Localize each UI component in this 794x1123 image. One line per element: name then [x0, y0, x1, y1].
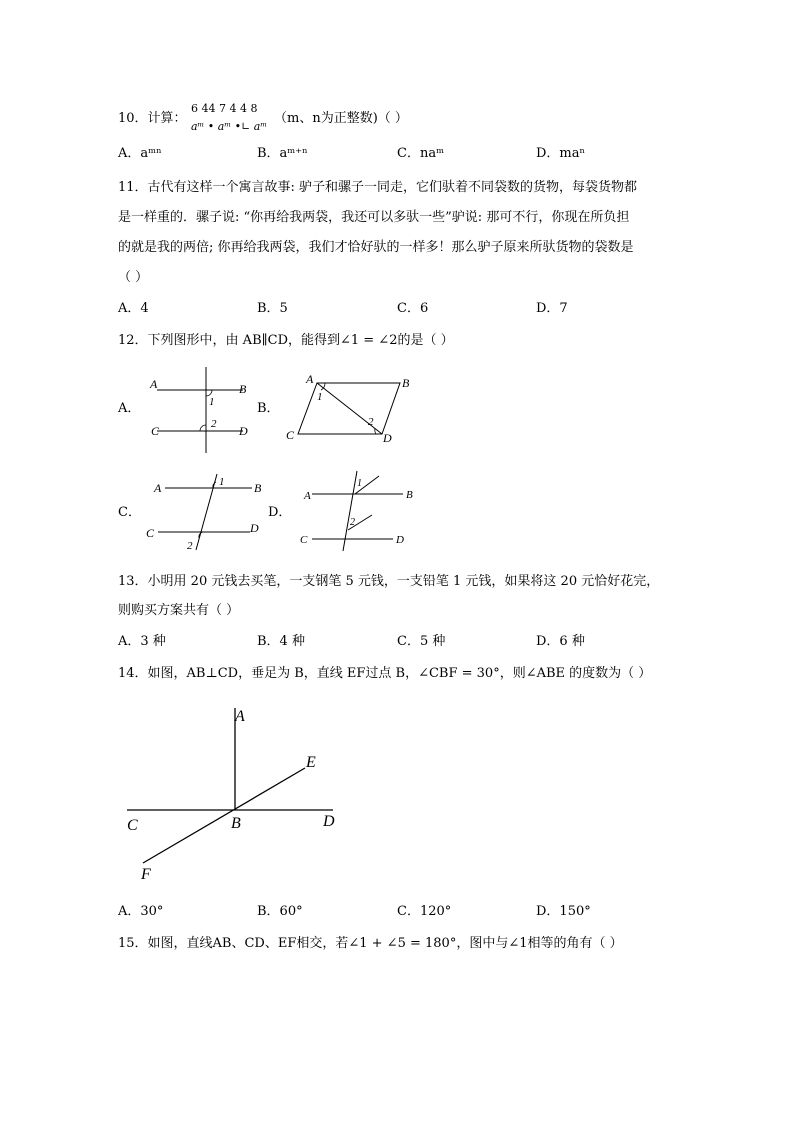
q10-numerator: 6 44 7 4 4 8 [191, 102, 258, 115]
q12-figure-a [145, 365, 260, 455]
q12b-angle-2: 2 [368, 416, 374, 428]
q12a-label-a: A [150, 377, 158, 391]
q12d-label-d: D [396, 534, 404, 546]
q14-option-a: A．30° [118, 904, 164, 919]
q12c-label-c: C [146, 526, 155, 540]
q10-denominator: aᵐ • aᵐ •∟ aᵐ [191, 120, 268, 133]
q12a-label-b: B [239, 382, 247, 396]
q13-option-b: B．4 种 [257, 634, 305, 649]
q13-option-d: D．6 种 [536, 634, 585, 649]
q12-option-c-letter: C． [118, 505, 141, 520]
q12d-label-a: A [304, 490, 311, 502]
q12c-label-b: B [254, 481, 262, 495]
q14-option-c: C．120° [397, 904, 452, 919]
q12c-label-a: A [154, 481, 162, 495]
q12b-label-a: A [306, 372, 314, 386]
q14-figure [115, 700, 355, 885]
q14-label-f: F [141, 866, 151, 883]
q13-option-a: A．3 种 [118, 634, 166, 649]
q12c-angle-1: 1 [219, 476, 225, 488]
q12a-label-c: C [151, 424, 160, 438]
q11-option-d: D．7 [536, 301, 568, 316]
q12a-angle-1: 1 [209, 396, 215, 408]
q13-line-1: 13．小明用 20 元钱去买笔，一支钢笔 5 元钱，一支铅笔 1 元钱，如果将这 20 元恰好花完， [118, 574, 660, 589]
q14-label-c: C [127, 817, 138, 834]
q14-label-d: D [323, 813, 335, 830]
q12d-label-c: C [300, 534, 308, 546]
q11-line-1: 11．古代有这样一个寓言故事: 驴子和骡子一同走，它们驮着不同袋数的货物，每袋货物都 [118, 180, 638, 195]
q10-prefix: 10．计算： [118, 111, 187, 126]
q13-line-2: 则购买方案共有（ ） [118, 603, 240, 618]
q12-option-b-letter: B． [257, 401, 280, 416]
q11-line-3: 的就是我的两倍; 你再给我两袋，我们才恰好驮的一样多！那么驴子原来所驮货物的袋数是 [118, 240, 634, 255]
q12d-angle-2: 2 [350, 517, 355, 528]
q12-option-a-letter: A． [118, 401, 141, 416]
q12d-angle-1: 1 [357, 478, 362, 489]
q14-label-e: E [306, 754, 316, 771]
q15-stem: 15．如图，直线AB、CD、EF相交，若∠1 + ∠5 = 180°，图中与∠1相等的角有（ ） [118, 936, 623, 951]
q12c-angle-2: 2 [187, 540, 193, 552]
q12-option-d-letter: D． [268, 505, 292, 520]
q14-label-b: B [231, 815, 241, 832]
q11-option-b: B．5 [257, 301, 288, 316]
q10-option-c: C．naᵐ [397, 146, 445, 161]
q10-option-a: A．aᵐⁿ [118, 146, 162, 161]
q12b-label-c: C [286, 428, 295, 442]
q11-line-4: （ ） [118, 270, 149, 285]
q12a-angle-2: 2 [211, 418, 217, 430]
q11-line-2: 是一样重的．骡子说: “你再给我两袋，我还可以多驮一些”驴说: 那可不行，你现在所负担 [118, 210, 630, 225]
q12-figure-d [295, 468, 420, 553]
q12b-label-d: D [383, 431, 392, 445]
q14-option-b: B．60° [257, 904, 303, 919]
q12d-label-b: B [406, 489, 413, 501]
q12-figure-c [140, 470, 270, 555]
q10-suffix: （m、n为正整数)（ ） [274, 111, 408, 126]
q14-label-a: A [235, 708, 245, 725]
q10-option-d: D．maⁿ [536, 146, 586, 161]
q11-option-a: A．4 [118, 301, 149, 316]
q12a-label-d: D [239, 424, 248, 438]
q12-stem: 12．下列图形中，由 AB∥CD，能得到∠1 = ∠2的是（ ） [118, 333, 454, 348]
q13-option-c: C．5 种 [397, 634, 446, 649]
q12c-label-d: D [250, 521, 259, 535]
q12b-label-b: B [402, 376, 410, 390]
q12b-angle-1: 1 [317, 391, 323, 403]
q10-option-b: B．aᵐ⁺ⁿ [257, 146, 308, 161]
q14-option-d: D．150° [536, 904, 591, 919]
q14-stem: 14．如图，AB⊥CD，垂足为 B，直线 EF过点 B，∠CBF = 30°，则∠ABE 的度数为（ ） [118, 666, 652, 681]
q12-figure-b [282, 370, 422, 450]
q11-option-c: C．6 [397, 301, 429, 316]
